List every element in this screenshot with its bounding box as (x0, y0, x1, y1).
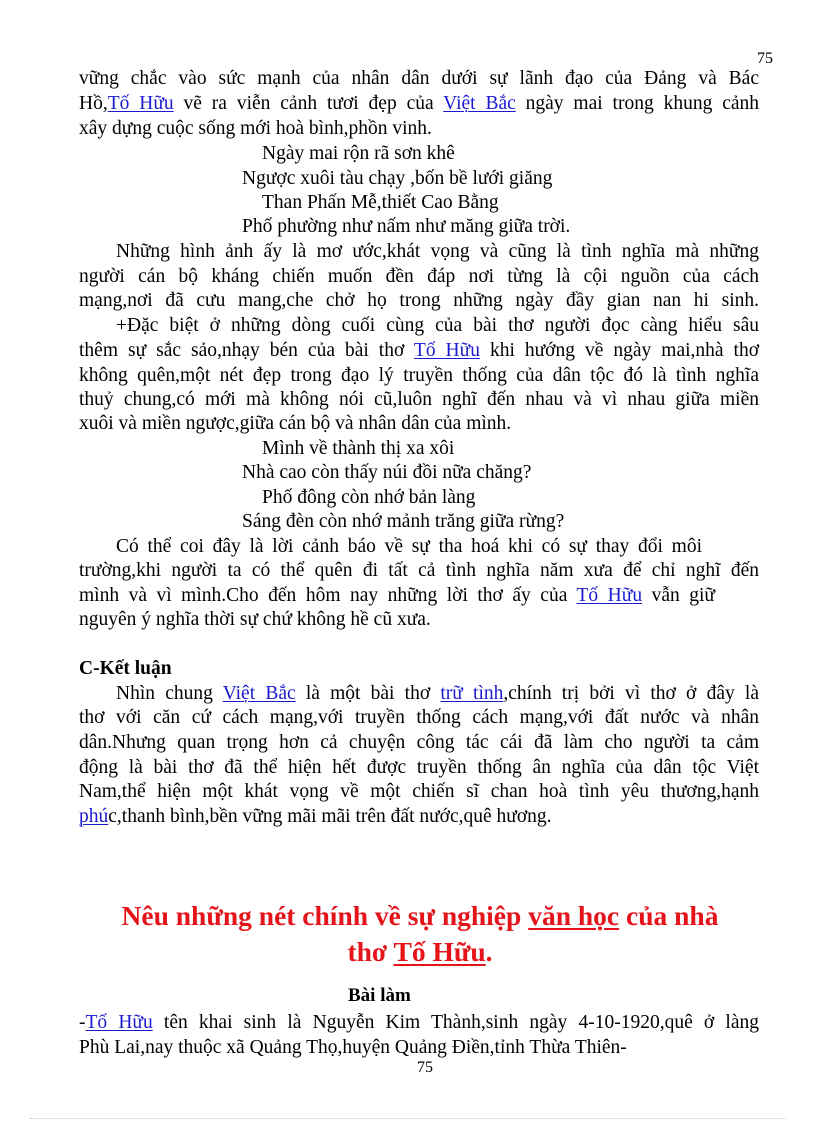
text-span: mình và vì mình.Cho đến hôm nay những lời thơ ấy của (79, 585, 577, 606)
para1-line-2: người cán bộ kháng chiến muốn đền đáp nơi từng là cội nguồn của cách (79, 266, 759, 287)
para2-line-3: không quên,một nét đẹp trong đạo lý truyền thống của dân tộc đó là tình nghĩa (79, 365, 759, 386)
intro-line-3: xây dựng cuộc sống mới hoà bình,phồn vinh. (79, 118, 432, 139)
bio-line-2: Phù Lai,nay thuộc xã Quảng Thọ,huyện Quảng Điền,tỉnh Thừa Thiên- (79, 1037, 627, 1058)
poem1-line-4: Phố phường như nấm như măng giữa trời. (242, 216, 571, 237)
para3-line-4: nguyên ý nghĩa thời sự chứ không hề cũ xưa. (79, 609, 431, 630)
para1-line-1: Những hình ảnh ấy là mơ ước,khát vọng và cũng là tình nghĩa mà những (116, 241, 759, 262)
page-number-top: 75 (757, 50, 773, 67)
poem2-line-3: Phố đông còn nhớ bản làng (262, 487, 476, 508)
section-title-line-2 (60, 932, 780, 972)
link-to-huu[interactable]: Tố Hữu (576, 585, 643, 606)
conclusion-line-4: động là bài thơ đã thể hiện hết được truyền thống ân nghĩa của dân tộc Việt (79, 757, 759, 778)
text-span: tên khai sinh là Nguyễn Kim Thành,sinh ngày 4-10-1920,quê ở làng (152, 1012, 759, 1033)
text-span: vẫn giữ (642, 585, 715, 606)
link-to-huu[interactable]: Tố Hữu (85, 1012, 153, 1033)
poem1-line-2: Ngược xuôi tàu chạy ,bốn bề lưới giăng (242, 168, 553, 189)
page-break-divider (30, 1118, 786, 1119)
para3-line-3 (79, 583, 715, 608)
text-span: thơ (347, 936, 394, 967)
poem2-line-1: Mình về thành thị xa xôi (262, 438, 455, 459)
text-span: Hồ, (79, 93, 108, 114)
para2-line-4: thuỷ chung,có mới mà không nói cũ,luôn nghĩ đến nhau và vì nhau giữa miền (79, 389, 759, 410)
text-span: ngày mai trong khung cảnh (515, 93, 760, 114)
page-number-bottom: 75 (417, 1059, 433, 1076)
para2-line-5: xuôi và miền ngược,giữa cán bộ và nhân dân của mình. (79, 413, 512, 434)
para1-line-3: mạng,nơi đã cưu mang,che chở họ trong những ngày đầy gian nan hi sinh. (79, 290, 759, 311)
conclusion-line-3: dân.Nhưng quan trọng hơn cả chuyện công tác cái đã làm cho người ta cảm (79, 732, 759, 753)
para2-line-1: +Đặc biệt ở những dòng cuối cùng của bài thơ người đọc càng hiểu sâu (116, 315, 759, 336)
section-title-line-1 (60, 896, 780, 936)
poem2-line-4: Sáng đèn còn nhớ mảnh trăng giữa rừng? (242, 511, 565, 532)
link-to-huu[interactable]: Tố Hữu (413, 340, 480, 361)
conclusion-line-2: thơ với căn cứ cách mạng,với truyền thống cách mạng,với đất nước và nhân (79, 707, 759, 728)
intro-line-1: vững chắc vào sức mạnh của nhân dân dưới sự lãnh đạo của Đảng và Bác (79, 68, 759, 89)
intro-line-2 (79, 91, 759, 116)
title-link-van-hoc[interactable]: văn học (528, 900, 620, 931)
bio-line-1 (79, 1010, 759, 1035)
link-to-huu[interactable]: Tố Hữu (107, 93, 174, 114)
para3-line-1: Có thể coi đây là lời cảnh báo về sự tha hoá khi có sự thay đổi môi (116, 536, 702, 557)
text-span: Nêu những nét chính về sự nghiệp (121, 900, 529, 931)
para2-line-2 (79, 338, 759, 363)
conclusion-line-1 (116, 681, 759, 706)
conclusion-heading: C-Kết luận (79, 658, 172, 679)
bai-lam-heading: Bài làm (348, 985, 411, 1006)
text-span: c,thanh bình,bền vững mãi mãi trên đất nước,quê hương. (108, 806, 552, 827)
poem2-line-2: Nhà cao còn thấy núi đồi nữa chăng? (242, 462, 532, 483)
text-span: ,chính trị bởi vì thơ ở đây là (503, 683, 759, 704)
text-span: là một bài thơ (295, 683, 441, 704)
conclusion-line-6 (79, 804, 552, 829)
text-span: - (79, 1012, 86, 1033)
poem1-line-3: Than Phấn Mễ,thiết Cao Bằng (262, 192, 499, 213)
text-span: Nhìn chung (116, 683, 223, 704)
link-tru-tinh[interactable]: trữ tình (440, 683, 504, 704)
conclusion-line-5: Nam,thể hiện một khát vọng về một chiến sĩ chan hoà tình yêu thương,hạnh (79, 781, 759, 802)
text-span: vẽ ra viễn cảnh tươi đẹp của (173, 93, 444, 114)
link-viet-bac[interactable]: Việt Bắc (443, 93, 516, 114)
text-span: . (485, 936, 493, 967)
text-span: khi hướng về ngày mai,nhà thơ (479, 340, 760, 361)
text-span: của nhà (619, 900, 719, 931)
text-span: thêm sự sắc sảo,nhạy bén của bài thơ (79, 340, 414, 361)
title-link-to-huu[interactable]: Tố Hữu (393, 936, 486, 967)
link-viet-bac[interactable]: Việt Bắc (222, 683, 296, 704)
link-phuc[interactable]: phú (79, 806, 109, 827)
para3-line-2: trường,khi người ta có thể quên đi tất cả tình nghĩa năm xưa để chỉ nghĩ đến (79, 560, 759, 581)
poem1-line-1: Ngày mai rộn rã sơn khê (262, 143, 455, 164)
